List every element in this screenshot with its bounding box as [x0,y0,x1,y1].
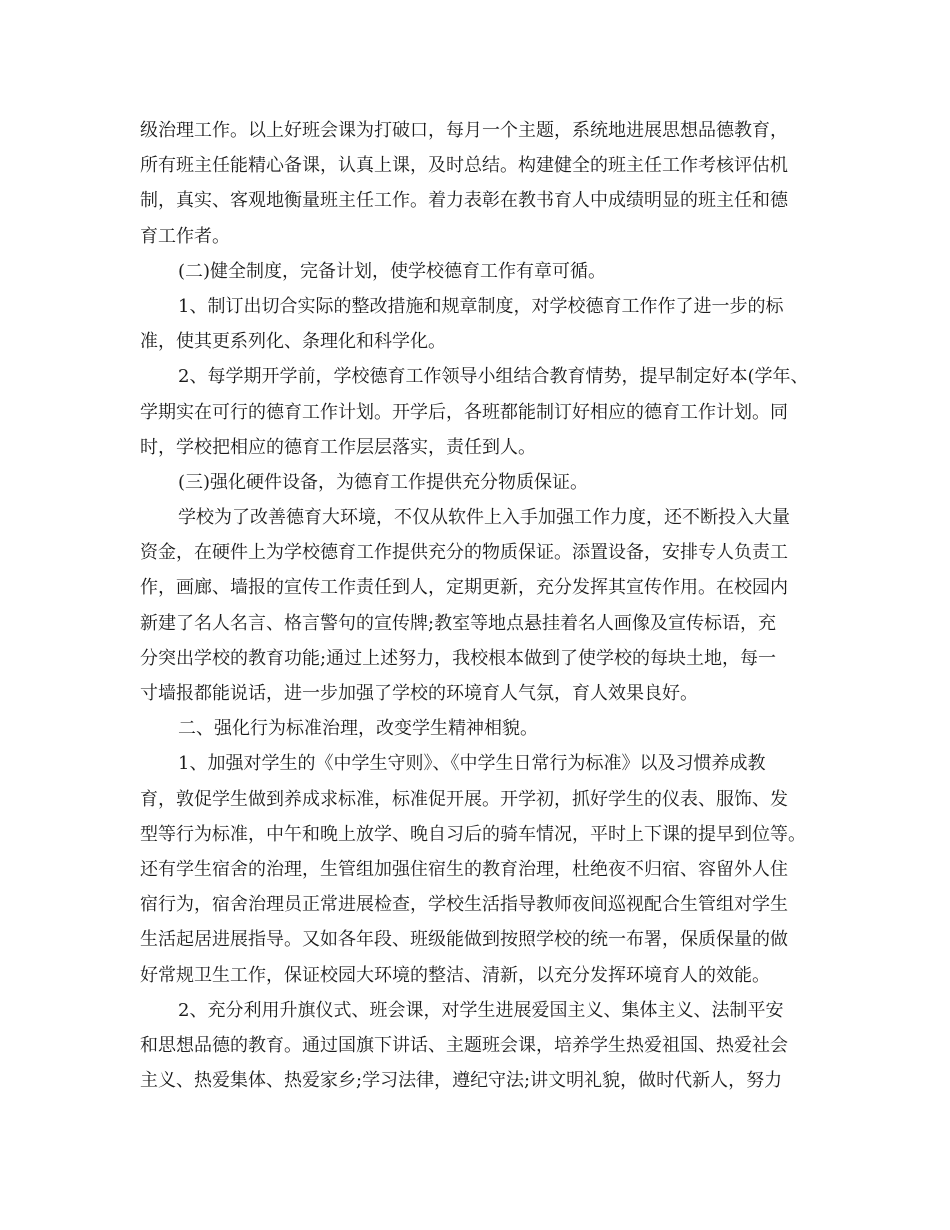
text-line: 分突出学校的教育功能;通过上述努力，我校根本做到了使学校的每块土地，每一 [140,647,777,669]
document-body [140,113,820,1098]
text-line: 时，学校把相应的德育工作层层落实，责任到人。 [140,436,536,458]
text-line: 1、制订出切合实际的整改措施和规章制度，对学校德育工作作了进一步的标 [178,295,784,317]
text-line: 2、每学期开学前，学校德育工作领导小组结合教育情势，提早制定好本(学年、 [178,366,809,388]
text-line: 作，画廊、墙报的宣传工作责任到人，定期更新，充分发挥其宣传作用。在校园内 [140,577,788,599]
text-line: 型等行为标准，中午和晚上放学、晚自习后的骑车情况，平时上下课的提早到位等。 [140,823,806,845]
text-line: 宿行为，宿舍治理员正常进展检查，学校生活指导教师夜间巡视配合生管组对学生 [140,894,788,916]
text-line: 主义、热爱集体、热爱家乡;学习法律，遵纪守法;讲文明礼貌，做时代新人，努力 [140,1070,783,1092]
text-line: 资金，在硬件上为学校德育工作提供充分的物质保证。添置设备，安排专人负责工 [140,542,788,564]
text-line: 生活起居进展指导。又如各年段、班级能做到按照学校的统一布署，保质保量的做 [140,929,788,951]
text-line: 还有学生宿舍的治理，生管组加强住宿生的教育治理，杜绝夜不归宿、容留外人住 [140,858,788,880]
section-heading: (三)强化硬件设备，为德育工作提供充分物质保证。 [178,471,589,493]
text-line: 级治理工作。以上好班会课为打破口，每月一个主题，系统地进展思想品德教育， [140,120,788,141]
text-line: 学校为了改善德育大环境，不仅从软件上入手加强工作力度，还不断投入大量 [178,507,790,529]
text-line: 1、加强对学生的《中学生守则》、《中学生日常行为标准》以及习惯养成教 [178,753,766,775]
text-line: 和思想品德的教育。通过国旗下讲话、主题班会课，培养学生热爱祖国、热爱社会 [140,1034,788,1056]
text-line: 育工作者。 [140,225,230,247]
text-line: 育，敦促学生做到养成求标准，标准促开展。开学初，抓好学生的仪表、服饰、发 [140,788,788,810]
text-line: 准，使其更系列化、条理化和科学化。 [140,331,446,353]
text-line: 新建了名人名言、格言警句的宣传牌;教室等地点悬挂着名人画像及宣传标语，充 [140,612,777,634]
text-line: 制，真实、客观地衡量班主任工作。着力表彰在教书育人中成绩明显的班主任和德 [140,190,788,212]
text-line: 学期实在可行的德育工作计划。开学后，各班都能制订好相应的德育工作计划。同 [140,401,788,423]
text-line: 所有班主任能精心备课，认真上课，及时总结。构建健全的班主任工作考核评估机 [140,155,788,177]
text-line: 2、充分利用升旗仪式、班会课，对学生进展爱国主义、集体主义、法制平安 [178,999,784,1021]
section-heading: (二)健全制度，完备计划，使学校德育工作有章可循。 [178,260,607,282]
text-line: 寸墙报都能说话，进一步加强了学校的环境育人气氛，育人效果良好。 [140,683,698,704]
section-heading: 二、强化行为标准治理，改变学生精神相貌。 [178,718,538,740]
text-line: 好常规卫生工作，保证校园大环境的整洁、清新，以充分发挥环境育人的效能。 [140,964,770,986]
